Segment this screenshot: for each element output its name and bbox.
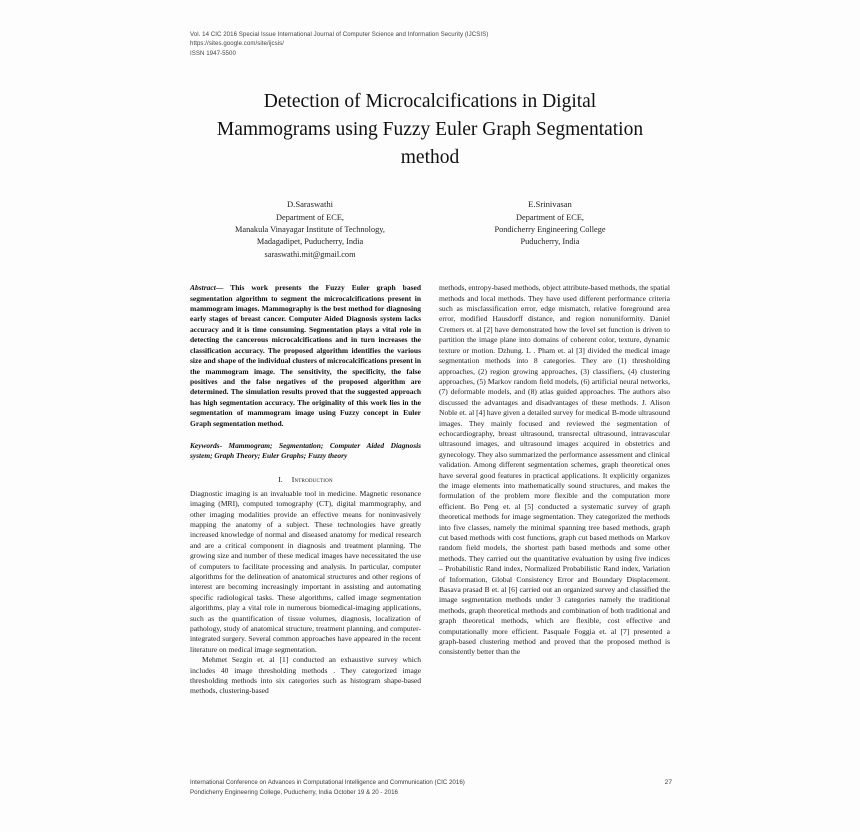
abstract-text: This work presents the Fuzzy Euler graph based segmentation algorithm to segment the microcalcifications present in mammogram images. Mammography is the best method for diagnosing early stages of breast cancer. Computer Aided Diagnosis system lacks accuracy and it is time consuming. Segmentation plays a vital role in detecting the cancerous microcalcifications and in turn increases the classification accuracy. The proposed algorithm identifies the various size and shape of the individual clusters of microcalcifications present in the mammogram image. The sensitivity, the specificity, the false positives and the false negatives of the proposed algorithm are determined. The simulation results proved that the suggested approach has high segmentation accuracy. The originality of this work lies in the segmentation of mammogram image using Fuzzy concept in Euler Graph segmentation method. (190, 283, 421, 428)
abstract-label: Abstract— (190, 283, 224, 293)
author-block-1 (194, 198, 426, 261)
paper-sheet (190, 30, 670, 697)
footer-line-2: Pondicherry Engineering College, Puducherry, India October 19 & 20 - 2016 (190, 788, 398, 796)
author-affiliation-line: Pondicherry Engineering College (494, 225, 606, 235)
author-name: E.Srinivasan (528, 199, 572, 210)
right-column-paragraph-1: methods, entropy-based methods, object attribute-based methods, the spatial methods and local methods. They have used different performance criteria such as misclassification error, edge mismatch, relative foreground area error, modified Hausdorff distance, and region nonuniformity. Daniel Cremers et. al [2] have demonstrated how the level set function is driven to partition the image plane into domains of coherent color, texture, dynamic texture or motion. Dzhung. L . Pham et. al [3] divided the medical image segmentation methods into 8 categories. They are (1) thresholding approaches, (2) region growing approaches, (3) classifiers, (4) clustering approaches, (5) Markov random field models, (6) artificial neural networks, (7) deformable models, and (8) atlas guided approaches. The authors also discussed the advantages and disadvantages of these methods. J. Alison Noble et. al [4] have given a detailed survey for medical B-mode ultrasound images. They mainly focused and reviewed the segmentation of echocardiography, breast ultrasound, transrectal ultrasound, intravascular ultrasound images, and ultrasound images acquired in obstetrics and gynecology. They also summarized the performance assessment and clinical validation. Among different segmentation schemes, graph theoretical ones have several good features in practical applications. It explicitly organizes the image elements into mathematically sound structures, and makes the formulation of the problem more flexible and the computation more efficient. Bo Peng et. al [5] conducted a systematic survey of graph theoretical methods for image segmentation. They categorized the methods into five classes, namely the minimal spanning tree based methods, graph cut based methods with cost functions, graph cut based methods on Markov random field models, the shortest path based methods and some other methods. They carried out the quantitative evaluation by using five indices – Probabilistic Rand index, Normalized Probabilistic Rand index, Variation of Information, Global Consistency Error and Boundary Displacement. Basava prasad B et. al [6] carried out an organized survey and classified the image segmentation methods under 3 categories namely the traditional methods, graph theoretical methods and combination of both traditional and graph theoretical methods, which are flexible, cost effective and computationally more efficient. Pasquale Foggia et. al [7] presented a graph-based clustering method and proved that the proposed method is consistently better than the (439, 283, 670, 657)
author-name: D.Saraswathi (286, 199, 334, 210)
section-heading-introduction (190, 475, 421, 484)
keywords-label: Keywords- (190, 440, 223, 450)
author-affiliation-line: Department of ECE, (516, 212, 584, 222)
section-title: Introduction (291, 474, 333, 484)
page-number: 27 (664, 779, 672, 786)
left-column (190, 283, 421, 697)
section-number: I. (278, 474, 283, 484)
keywords-text: Mammogram; Segmentation; Computer Aided Diagnosis system; Graph Theory; Euler Graphs; Fuzzy theory (190, 440, 421, 461)
page-title: Detection of Microcalcifications in Digital Mammograms using Fuzzy Euler Graph Segmentation method (216, 91, 644, 169)
keywords-paragraph (190, 441, 421, 462)
author-list (190, 198, 670, 261)
author-block-2 (434, 198, 666, 261)
footer-line-1: International Conference on Advances in Computational Intelligence and Communication (CIC 2016) (190, 779, 465, 786)
author-email: saraswathi.mit@gmail.com (264, 249, 356, 259)
abstract-paragraph (190, 283, 421, 429)
intro-paragraph-1: Diagnostic imaging is an invaluable tool in medicine. Magnetic resonance imaging (MRI), computed tomography (CT), digital mammography, and other imaging modalities provide an effective means for noninvasively mapping the anatomy of a subject. These technologies have greatly increased knowledge of normal and diseased anatomy for medical research and are a critical component in diagnosis and treatment planning. The growing size and number of these medical images have necessitated the use of computers to facilitate processing and analysis. In particular, computer algorithms for the delineation of anatomical structures and other regions of interest are becoming increasingly important in assisting and automating specific radiological tasks. These algorithms, called image segmentation algorithms, play a vital role in numerous biomedical-imaging applications, such as the quantification of tissue volumes, diagnosis, localization of pathology, study of anatomical structure, treatment planning, and computer-integrated surgery. Several common approaches have appeared in the recent literature on medical image segmentation. (190, 488, 421, 654)
author-affiliation-line: Department of ECE, (276, 212, 344, 222)
author-affiliation-line: Manakula Vinayagar Institute of Technology, (235, 225, 385, 235)
author-affiliation-line: Puducherry, India (520, 237, 580, 247)
author-affiliation-line: Madagadipet, Puducherry, India (256, 237, 364, 247)
running-header-line-3: ISSN 1947-5500 (190, 49, 236, 57)
running-header (190, 30, 670, 58)
right-column (439, 283, 670, 697)
page-footer (190, 778, 672, 797)
footer-conference-info (190, 778, 465, 797)
body-columns (190, 283, 670, 697)
running-header-line-1: Vol. 14 CIC 2016 Special Issue International Journal of Computer Science and Information Security (IJCSIS) (190, 31, 489, 38)
running-header-line-2: https://sites.google.com/site/ijcsis/ (190, 40, 285, 48)
intro-paragraph-2: Mehmet Sezgin et. al [1] conducted an exhaustive survey which includes 40 image thresholding methods . They categorized image thresholding methods into six categories such as histogram shape-based methods, clustering-based (190, 655, 421, 696)
